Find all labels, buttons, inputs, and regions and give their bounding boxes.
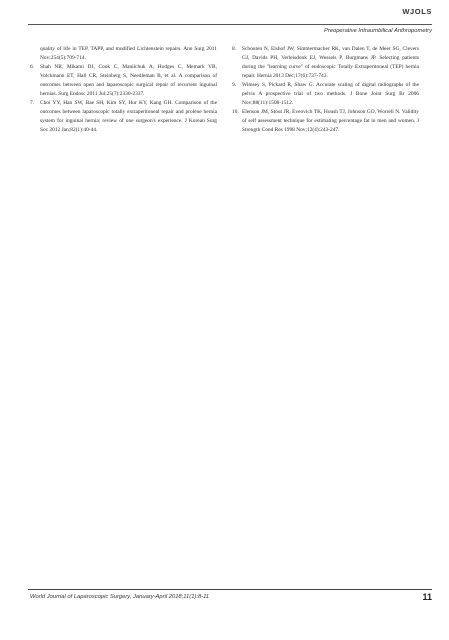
reference-number: 8.	[232, 46, 237, 52]
reference-number: 9.	[232, 82, 237, 89]
reference-number: 7.	[30, 100, 35, 107]
reference-text: Shah NR, Mikami DJ, Cook C, Manilchuk A, Hodges C, Memark VR, Volckmann ET, Hall CR, Steinberg S, Needleman B, et al. A comparison of outcomes between open and laparoscopic surgical repair of recurrent inguinal hernias. Surg Endosc 2011 Jul;25(7):2330-2337.	[40, 64, 217, 98]
reference-column-right	[232, 45, 419, 135]
reference-text: Schouten N, Elshof JW, Simmermacher RK, van Dalen T, de Meer SG, Clevers GJ, Davids PH, Verleisdonk EJ, Wessels P, Burgmans JP. Selecting patients during the "learning curve" of endoscopic Totally Extraperitoneal (TEP) hernia repair. Hernia 2013 Dec;17(6):737-743.	[242, 46, 419, 80]
reference-item	[232, 81, 419, 108]
reference-text: quality of life in TEP, TAPP, and modified Lichtenstein repairs. Ann Surg 2011 Nov;254(5):709-714.	[40, 46, 217, 62]
reference-column-left	[30, 45, 217, 135]
running-title: Preoperative Intraumbilical Anthropometry	[323, 28, 432, 34]
reference-item	[30, 99, 217, 135]
reference-number: 6.	[30, 64, 35, 71]
reference-text: Elenson JM, Stout JR, Eveovich TK, Housh TJ, Johnson GO, Worrell N. Validity of self assessment technique for estimating percentage fat in men and women. J Strength Cond Res 1998 Nov;12(4):243-247.	[242, 109, 419, 134]
page-number: 11	[422, 592, 432, 602]
reference-number: 10.	[232, 109, 239, 116]
reference-item	[30, 45, 217, 63]
journal-abbreviation: WJOLS	[402, 7, 432, 16]
reference-text: Wimsey S, Pickard R, Shaw G. Accurate scaling of digital radiographs of the pelvis A prospective trial of two methods. J Bone Joint Surg Br 2006 Nov;88(11):1508-1512.	[242, 82, 419, 107]
footer-journal-info: World Journal of Laparoscopic Surgery, January-April 2018;11(1):8-11	[30, 594, 210, 600]
reference-item	[232, 108, 419, 135]
reference-item	[232, 45, 419, 81]
reference-item	[30, 63, 217, 99]
header-divider	[28, 24, 432, 25]
reference-text: Choi YY, Han SW, Bae SH, Kim SY, Hur KY, Kang GH. Comparison of the outcomes between laparoscopic totally extraperitoneal repair and prolene hernia system for inguinal hernia; review of one surgeon's experience. J Korean Surg Soc 2012 Jan;82(1):40-44.	[40, 100, 217, 134]
footer-divider	[28, 589, 432, 590]
